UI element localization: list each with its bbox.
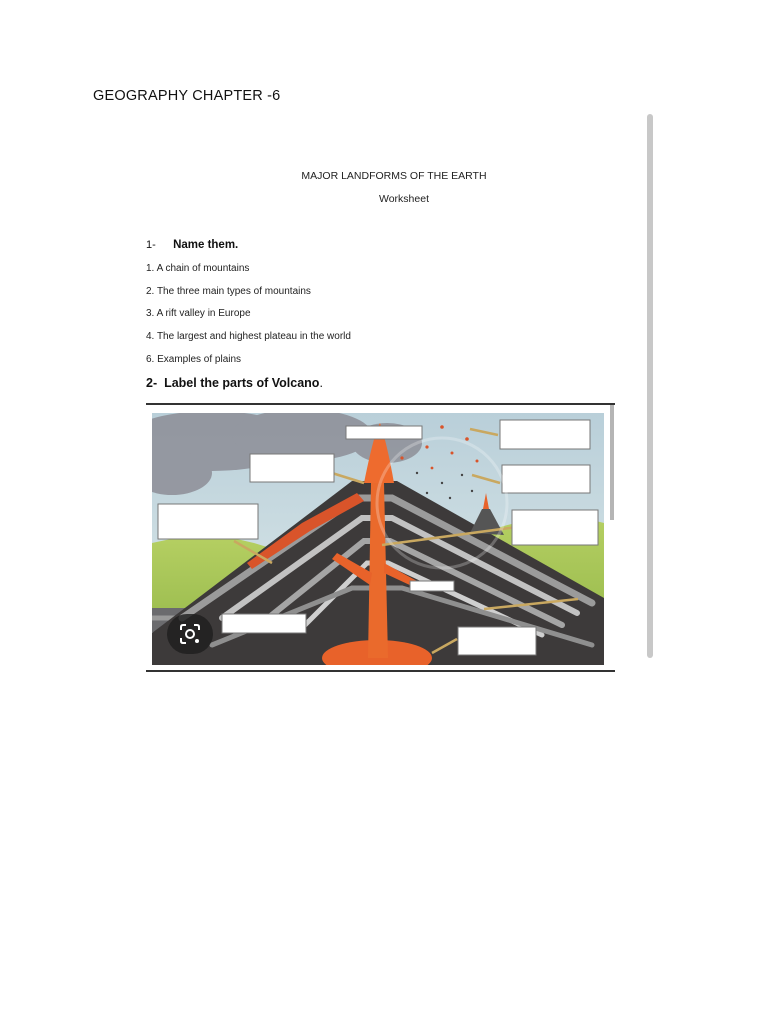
- worksheet-subtitle: Worksheet: [379, 193, 429, 205]
- question-item: 6. Examples of plains: [146, 354, 242, 365]
- question-2-number: 2-: [146, 376, 158, 390]
- worksheet-title: MAJOR LANDFORMS OF THE EARTH: [301, 170, 487, 182]
- question-2-suffix: .: [319, 376, 323, 390]
- label-box[interactable]: [250, 454, 334, 482]
- question-item: 3. A rift valley in Europe: [146, 308, 251, 319]
- divider-top: [146, 403, 615, 405]
- question-1-number: 1-: [146, 239, 156, 251]
- lens-camera-icon: [179, 623, 201, 645]
- question-2-heading: [146, 376, 323, 390]
- question-item: 4. The largest and highest plateau in the world: [146, 331, 351, 342]
- question-item: 2. The three main types of mountains: [146, 286, 311, 297]
- visual-search-button[interactable]: [167, 614, 213, 654]
- question-1-heading: [146, 239, 238, 251]
- volcano-diagram: [152, 413, 604, 665]
- image-scrollbar[interactable]: [610, 405, 614, 520]
- label-box[interactable]: [346, 426, 422, 439]
- label-box[interactable]: [502, 465, 590, 493]
- label-box[interactable]: [410, 581, 454, 591]
- label-box[interactable]: [158, 504, 258, 539]
- question-2-title: Label the parts of Volcano: [164, 376, 320, 390]
- divider-bottom: [146, 670, 615, 672]
- question-item: 1. A chain of mountains: [146, 263, 250, 274]
- label-box[interactable]: [458, 627, 536, 655]
- label-box[interactable]: [500, 420, 590, 449]
- label-box[interactable]: [222, 614, 306, 633]
- label-box[interactable]: [512, 510, 598, 545]
- question-1-title: Name them.: [173, 239, 239, 251]
- chapter-title: GEOGRAPHY CHAPTER -6: [93, 88, 281, 104]
